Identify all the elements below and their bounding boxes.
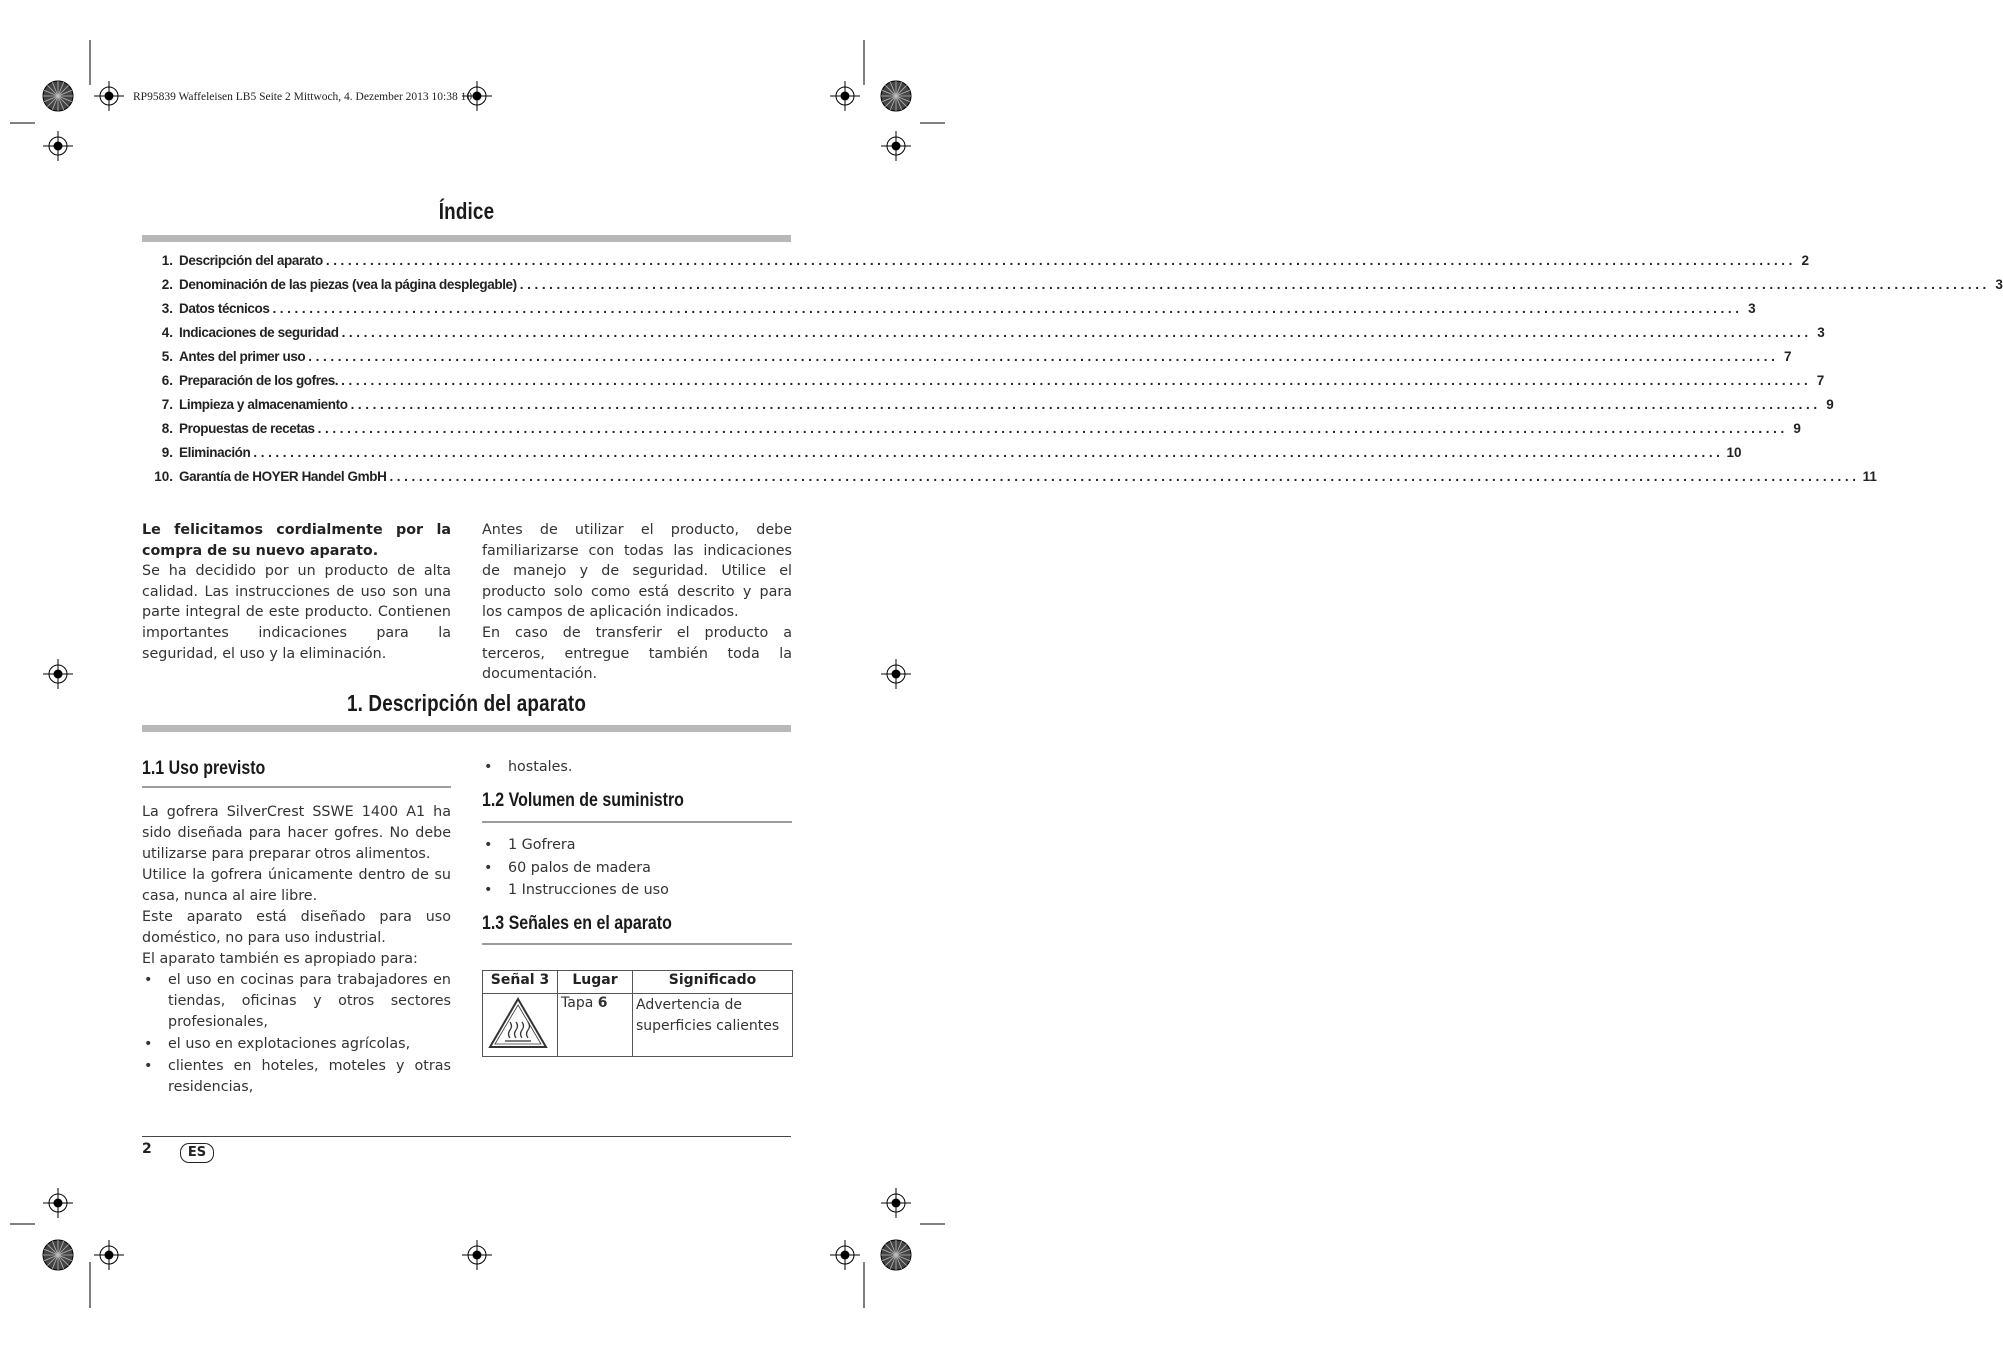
intro-right-p1: Antes de utilizar el producto, debe familiarizarse con todas las indicaciones de manejo y de seguridad. Utilice el producto solo como está descrito y para los campos de aplicación indicados. (482, 522, 792, 621)
toc-item[interactable] (142, 421, 1801, 445)
toc-page-number: 7 (1816, 373, 1825, 388)
language-badge: ES (180, 1143, 214, 1163)
list-item: • el uso en explotaciones agrícolas, (142, 1034, 451, 1055)
footer-rule (142, 1136, 791, 1137)
toc-title-text: Descripción del aparato (179, 253, 323, 268)
toc-number: 1. (161, 253, 173, 268)
section1-title: 1. Descripción del aparato (346, 690, 587, 716)
table-header: Significado (633, 971, 793, 994)
toc-title (173, 301, 269, 316)
s12-heading-rule (482, 821, 792, 823)
table-cell-meaning: Advertencia de superficies calientes (633, 994, 793, 1057)
toc-page-number: 7 (1783, 349, 1792, 364)
toc-leader-dots: ........................................................................................................................................................................................................ (325, 253, 1797, 268)
signals-table (482, 970, 793, 1057)
toc-item[interactable] (142, 349, 1792, 373)
toc-leader-dots: ........................................................................................................................................................................................................ (341, 325, 1812, 340)
list-item: • el uso en cocinas para trabajadores en tiendas, oficinas y otros sectores profesionales, (142, 970, 451, 1033)
toc-number: 3. (161, 301, 173, 316)
print-slug: RP95839 Waffeleisen LB5 Seite 2 Mittwoch, 4. Dezember 2013 10:38 10 (133, 91, 473, 103)
toc-title-text: Indicaciones de seguridad (179, 325, 339, 340)
toc-leader-dots: ........................................................................................................................................................................................................ (317, 421, 1788, 436)
toc-page-number: 9 (1793, 421, 1801, 436)
s11-heading: 1.1 Uso previsto (142, 758, 266, 779)
toc-title (173, 277, 517, 292)
toc-page-number: 2 (1801, 253, 1810, 268)
toc-leader-dots: ........................................................................................................................................................................................................ (350, 397, 1821, 412)
list-item: • 1 Instrucciones de uso (482, 879, 792, 902)
toc-number: 10. (154, 469, 173, 484)
toc-page-number: 9 (1826, 397, 1834, 412)
table-cell-signal (483, 994, 558, 1057)
toc-title-text: Propuestas de recetas (179, 421, 315, 436)
intro-left-text: Se ha decidido por un producto de alta calidad. Las instrucciones de uso son una parte integral de este producto. Contienen importantes indicaciones para la seguridad, el uso y la eliminación. (142, 563, 451, 662)
toc-title (173, 373, 338, 388)
toc-title (173, 325, 339, 340)
intro-left-column (142, 520, 451, 664)
toc-item[interactable] (142, 445, 1742, 469)
toc-title-text: Limpieza y almacenamiento (179, 397, 348, 412)
toc-page-number: 11 (1862, 469, 1877, 484)
s11-p1: La gofrera SilverCrest SSWE 1400 A1 ha sido diseñada para hacer gofres. No debe utilizarse para preparar otros alimentos. (142, 804, 451, 862)
toc-page-number: 10 (1726, 445, 1742, 460)
toc-number: 2. (161, 277, 173, 292)
toc-item[interactable] (142, 397, 1834, 421)
toc-item[interactable] (142, 277, 2003, 301)
toc-item[interactable] (142, 325, 1825, 349)
place-prefix: Tapa (561, 995, 594, 1011)
toc-item[interactable] (142, 301, 1756, 325)
s11-bullet-list (142, 970, 451, 1098)
toc-number: 8. (161, 421, 173, 436)
s13-heading-rule (482, 943, 792, 945)
hot-surface-warning-icon (487, 996, 549, 1050)
table-of-contents (142, 253, 2003, 493)
toc-title (173, 397, 348, 412)
s11-p4: El aparato también es apropiado para: (142, 951, 418, 967)
s11-body (142, 802, 451, 1098)
table-header: Lugar (558, 971, 633, 994)
toc-leader-dots: ........................................................................................................................................................................................................ (389, 469, 1860, 484)
table-cell-place (558, 994, 633, 1057)
toc-page-number: 3 (1817, 325, 1825, 340)
s11-heading-rule (142, 786, 451, 788)
toc-title (173, 445, 250, 460)
toc-leader-dots: ........................................................................................................................................................................................................ (253, 445, 1724, 460)
toc-title (173, 469, 386, 484)
toc-title-text: Garantía de HOYER Handel GmbH (179, 469, 387, 484)
toc-number: 9. (161, 445, 173, 460)
toc-item[interactable] (142, 253, 1810, 277)
table-header: Señal 3 (483, 971, 558, 994)
s11-bullet-continuation (482, 757, 792, 778)
toc-number: 5. (161, 349, 173, 364)
index-title: Índice (438, 198, 495, 224)
toc-leader-dots: ........................................................................................................................................................................................................ (341, 373, 1812, 388)
toc-title-text: Datos técnicos (179, 301, 270, 316)
toc-title (173, 421, 315, 436)
toc-leader-dots: ........................................................................................................................................................................................................ (519, 277, 1990, 292)
toc-page-number: 3 (1748, 301, 1756, 316)
toc-leader-dots: ........................................................................................................................................................................................................ (308, 349, 1779, 364)
list-item: • 1 Gofrera (482, 834, 792, 857)
intro-right-column (482, 520, 792, 685)
list-item: • hostales. (482, 757, 792, 778)
toc-item[interactable] (142, 373, 1825, 397)
toc-title-text: Eliminación (179, 445, 251, 460)
s12-list (482, 834, 792, 902)
s13-heading: 1.3 Señales en el aparato (482, 913, 672, 934)
toc-title (173, 349, 305, 364)
toc-number: 6. (161, 373, 173, 388)
intro-right-p2: En caso de transferir el producto a terceros, entregue también toda la documentación. (482, 624, 792, 683)
toc-number: 4. (161, 325, 173, 340)
place-number: 6 (597, 995, 608, 1011)
toc-page-number: 3 (1995, 277, 2003, 292)
toc-item[interactable] (142, 469, 1877, 493)
toc-title (173, 253, 323, 268)
list-item: • 60 palos de madera (482, 857, 792, 880)
toc-leader-dots: ........................................................................................................................................................................................................ (272, 301, 1743, 316)
s11-p3: Este aparato está diseñado para uso doméstico, no para uso industrial. (142, 909, 451, 946)
intro-lead: Le felicitamos cordialmente por la compra de su nuevo aparato. (142, 522, 451, 559)
table-row (483, 994, 793, 1057)
toc-title-text: Antes del primer uso (179, 349, 306, 364)
section1-title-bar (142, 725, 791, 732)
toc-number: 7. (161, 397, 173, 412)
index-title-bar (142, 235, 791, 242)
s12-heading: 1.2 Volumen de suministro (482, 790, 684, 811)
s11-p2: Utilice la gofrera únicamente dentro de su casa, nunca al aire libre. (142, 867, 451, 904)
toc-title-text: Denominación de las piezas (vea la página desplegable) (179, 277, 517, 292)
page-number: 2 (142, 1141, 152, 1157)
list-item: • clientes en hoteles, moteles y otras residencias, (142, 1056, 451, 1098)
toc-title-text: Preparación de los gofres. (179, 373, 339, 388)
